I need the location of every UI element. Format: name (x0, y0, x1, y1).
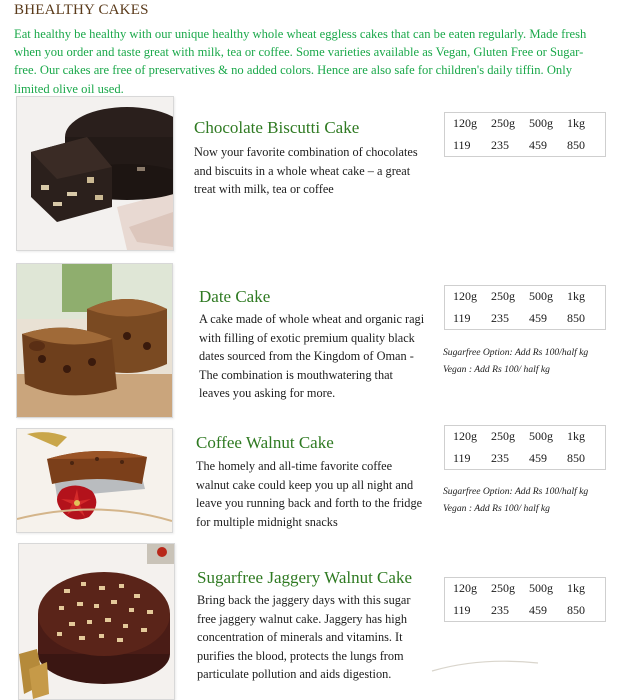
size-cell: 1kg (567, 429, 585, 443)
price-cell: 850 (567, 138, 585, 152)
coffee-walnut-cake-photo (16, 428, 173, 533)
price-cell: 850 (567, 603, 585, 617)
size-cell: 250g (491, 289, 515, 303)
product-description-chocolate: Now your favorite combination of chocolates and biscuits in a whole wheat cake – a great treat with milk, tea or coffee (194, 145, 418, 196)
price-cell: 235 (491, 451, 509, 465)
price-cell: 459 (529, 138, 547, 152)
product-description-coffee-walnut: The homely and all-time favorite coffee walnut cake could keep you up all night and leave you running back and forth to the fridge for multiple midnight snacks (196, 459, 423, 529)
product-description-jaggery-walnut: Bring back the jaggery days with this sugar free jaggery walnut cake. Jaggery has high concentration of minerals and vitamins. It purifies the blood, protects the lungs from particulate pollution and aids digestion. (197, 593, 411, 681)
price-cell: 235 (491, 311, 509, 325)
price-row (445, 599, 606, 622)
coffee-walnut-cake-image (17, 429, 172, 532)
price-table-date (444, 285, 606, 330)
size-row (445, 113, 606, 135)
price-table-chocolate (444, 112, 606, 157)
price-cell: 235 (491, 603, 509, 617)
page-title: BHEALTHY CAKES (14, 2, 149, 18)
price-cell: 459 (529, 311, 547, 325)
jaggery-walnut-cake-photo (18, 543, 175, 700)
size-cell: 120g (453, 429, 477, 443)
price-cell: 119 (453, 451, 471, 465)
chocolate-cake-image (17, 97, 173, 250)
sugarfree-option-note: Sugarfree Option: Add Rs 100/half kg (443, 486, 589, 497)
price-cell: 850 (567, 451, 585, 465)
price-row (445, 447, 606, 470)
size-cell: 250g (491, 429, 515, 443)
size-cell: 120g (453, 581, 477, 595)
chocolate-cake-photo (16, 96, 174, 251)
size-row (445, 426, 606, 448)
price-row (445, 134, 606, 157)
size-cell: 250g (491, 581, 515, 595)
size-row (445, 286, 606, 308)
product-description-date: A cake made of whole wheat and organic ragi with filling of exotic premium quality black dates sourced from the Kingdom of Oman -The combination is mouthwatering that leaves you asking for more. (199, 312, 425, 400)
price-cell: 119 (453, 603, 471, 617)
price-cell: 235 (491, 138, 509, 152)
product-name-coffee-walnut: Coffee Walnut Cake (196, 433, 334, 452)
price-cell: 459 (529, 603, 547, 617)
size-cell: 250g (491, 116, 515, 130)
date-cake-photo (16, 263, 173, 418)
price-cell: 459 (529, 451, 547, 465)
product-name-jaggery-walnut: Sugarfree Jaggery Walnut Cake (197, 568, 412, 587)
size-cell: 500g (529, 429, 553, 443)
price-cell: 850 (567, 311, 585, 325)
price-row (445, 307, 606, 330)
vegan-option-note: Vegan : Add Rs 100/ half kg (443, 503, 550, 514)
size-cell: 1kg (567, 581, 585, 595)
sugarfree-option-note: Sugarfree Option: Add Rs 100/half kg (443, 347, 589, 358)
size-row (445, 578, 606, 600)
size-cell: 500g (529, 581, 553, 595)
price-cell: 119 (453, 311, 471, 325)
vegan-option-note: Vegan : Add Rs 100/ half kg (443, 364, 550, 375)
price-table-jaggery-walnut (444, 577, 606, 622)
size-cell: 500g (529, 289, 553, 303)
decorative-swoosh (430, 655, 540, 675)
size-cell: 120g (453, 289, 477, 303)
size-cell: 1kg (567, 289, 585, 303)
price-table-coffee-walnut (444, 425, 606, 470)
size-cell: 1kg (567, 116, 585, 130)
price-cell: 119 (453, 138, 471, 152)
date-cake-image (17, 264, 172, 417)
intro-paragraph: Eat healthy be healthy with our unique healthy whole wheat eggless cakes that can be eaten regularly. Made fresh when you order and taste great with milk, tea or coffee. Some varieties available as Vegan, Gluten Free or Sugar- free. Our cakes are free of preservatives & no added colors. Hence are also safe for children's daily tiffin. Only limited olive oil used. (14, 27, 587, 96)
jaggery-walnut-cake-image (19, 544, 174, 699)
size-cell: 120g (453, 116, 477, 130)
size-cell: 500g (529, 116, 553, 130)
product-name-chocolate: Chocolate Biscutti Cake (194, 118, 360, 137)
product-name-date: Date Cake (199, 287, 271, 306)
